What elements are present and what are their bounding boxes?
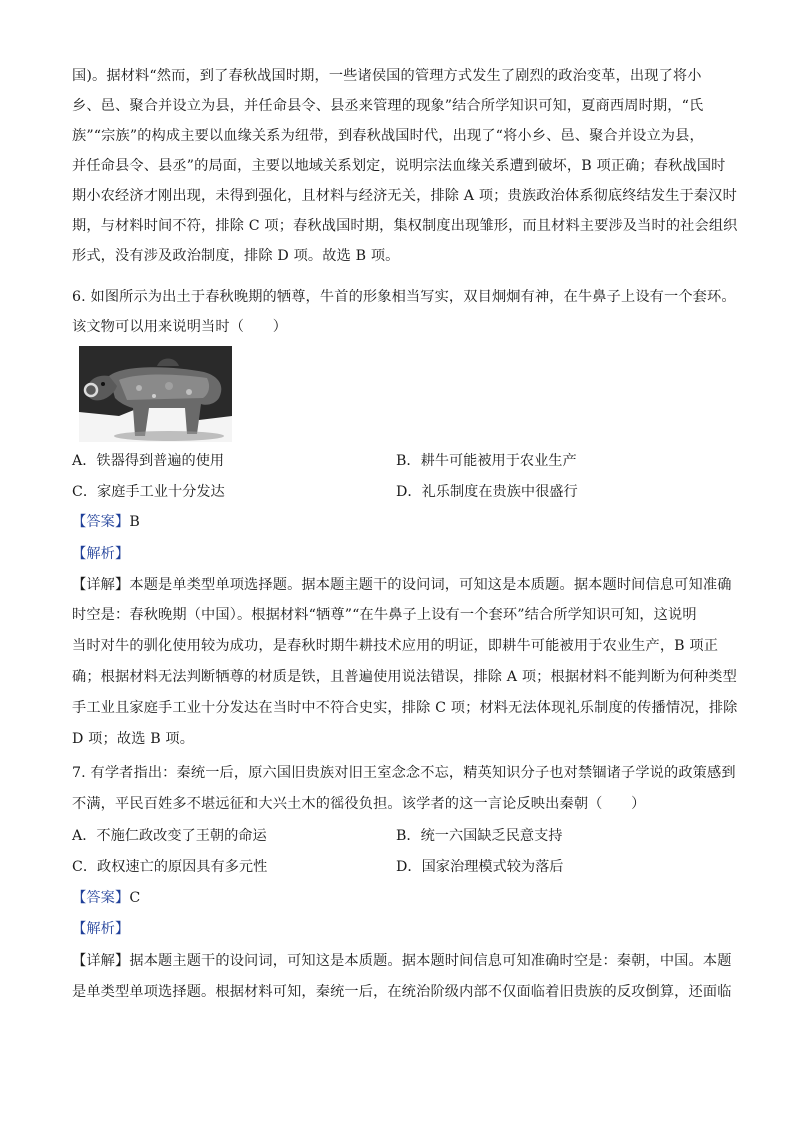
- bronze-ox-vessel-image: [79, 346, 232, 442]
- analysis-tag: 【解析】: [72, 546, 130, 562]
- question-6-stem: 6. 如图所示为出土于春秋晚期的牺尊，牛首的形象相当写实，双目炯炯有神，在牛鼻子上设有一个套环。: [72, 289, 736, 305]
- detail-text: 本题是单类型单项选择题。据本题主题干的设问词，可知这是本质题。据本题时间信息可知准确: [129, 577, 732, 593]
- answer-tag: 【答案】: [72, 890, 130, 906]
- prev-analysis-line: 并任命县令、县丞”的局面，主要以地域关系划定，说明宗法血缘关系遭到破坏，B 项正确；春秋战国时: [72, 158, 726, 174]
- q6-option-d: D．礼乐制度在贵族中很盛行: [396, 484, 578, 500]
- q7-option-d: D．国家治理模式较为落后: [396, 859, 564, 875]
- q6-detail-line: 确；根据材料无法判断牺尊的材质是铁，且普遍使用说法错误，排除 A 项；根据材料不能判断为何种类型: [72, 669, 737, 685]
- prev-analysis-line: 族”“宗族”的构成主要以血缘关系为纽带，到春秋战国时代，出现了“将小乡、邑、聚合并设立为县，: [72, 128, 704, 144]
- q7-answer: [72, 888, 728, 908]
- prev-analysis-line: 国)。据材料“然而，到了春秋战国时期，一些诸侯国的管理方式发生了剧烈的政治变革，出现了将小: [72, 68, 702, 84]
- q7-option-a: A．不施仁政改变了王朝的命运: [72, 828, 267, 844]
- answer-tag: 【答案】: [72, 514, 130, 530]
- q6-detail-line: 时空是：春秋晚期（中国）。根据材料“牺尊”“在牛鼻子上设有一个套环”结合所学知识可知，这说明: [72, 607, 697, 623]
- q7-option-c: C．政权速亡的原因具有多元性: [72, 859, 268, 875]
- q6-detail-line: [72, 575, 732, 595]
- prev-analysis-line: 期，与材料时间不符，排除 C 项；春秋战国时期，集权制度出现雏形，而且材料主要涉及当时的社会组织: [72, 218, 738, 234]
- q6-analysis-heading: [72, 544, 728, 564]
- q7-detail-line: 是单类型单项选择题。根据材料可知，秦统一后，在统治阶级内部不仅面临着旧贵族的反攻倒算，还面临: [72, 984, 732, 1000]
- answer-value: B: [129, 514, 140, 530]
- q6-detail-line: D 项；故选 B 项。: [72, 731, 195, 747]
- q7-option-b: B．统一六国缺乏民意支持: [396, 828, 563, 844]
- answer-value: C: [129, 890, 141, 906]
- prev-analysis-line: 期小农经济才刚出现，未得到强化，且材料与经济无关，排除 A 项；贵族政治体系彻底终结发生于秦汉时: [72, 188, 737, 204]
- q7-detail-line: [72, 951, 732, 971]
- analysis-tag: 【解析】: [72, 921, 130, 937]
- q6-detail-line: 手工业且家庭手工业十分发达在当时中不符合史实，排除 C 项；材料无法体现礼乐制度的传播情况，排除: [72, 700, 738, 716]
- question-7-stem: 不满，平民百姓多不堪远征和大兴土木的徭役负担。该学者的这一言论反映出秦朝（ ）: [72, 796, 646, 812]
- q6-option-c: C．家庭手工业十分发达: [72, 484, 225, 500]
- prev-analysis-line: 形式，没有涉及政治制度，排除 D 项。故选 B 项。: [72, 248, 400, 264]
- q6-answer: [72, 512, 728, 532]
- detail-text: 据本题主题干的设问词，可知这是本质题。据本题时间信息可知准确时空是：秦朝，中国。本题: [129, 953, 732, 969]
- detail-tag: 【详解】: [72, 953, 130, 969]
- q6-option-b: B．耕牛可能被用于农业生产: [396, 453, 577, 469]
- question-7-stem: 7. 有学者指出：秦统一后，原六国旧贵族对旧王室念念不忘，精英知识分子也对禁锢诸子学说的政策感到: [72, 765, 736, 781]
- q6-detail-line: 当时对牛的驯化使用较为成功，是春秋时期牛耕技术应用的明证，即耕牛可能被用于农业生产，B 项正: [72, 638, 719, 654]
- q7-analysis-heading: [72, 919, 728, 939]
- detail-tag: 【详解】: [72, 577, 130, 593]
- question-6-stem: 该文物可以用来说明当时（ ）: [72, 319, 288, 335]
- q6-option-a: A．铁器得到普遍的使用: [72, 453, 225, 469]
- prev-analysis-line: 乡、邑、聚合并设立为县，并任命县令、县丞来管理的现象”结合所学知识可知，夏商西周时期，“氏: [72, 98, 704, 114]
